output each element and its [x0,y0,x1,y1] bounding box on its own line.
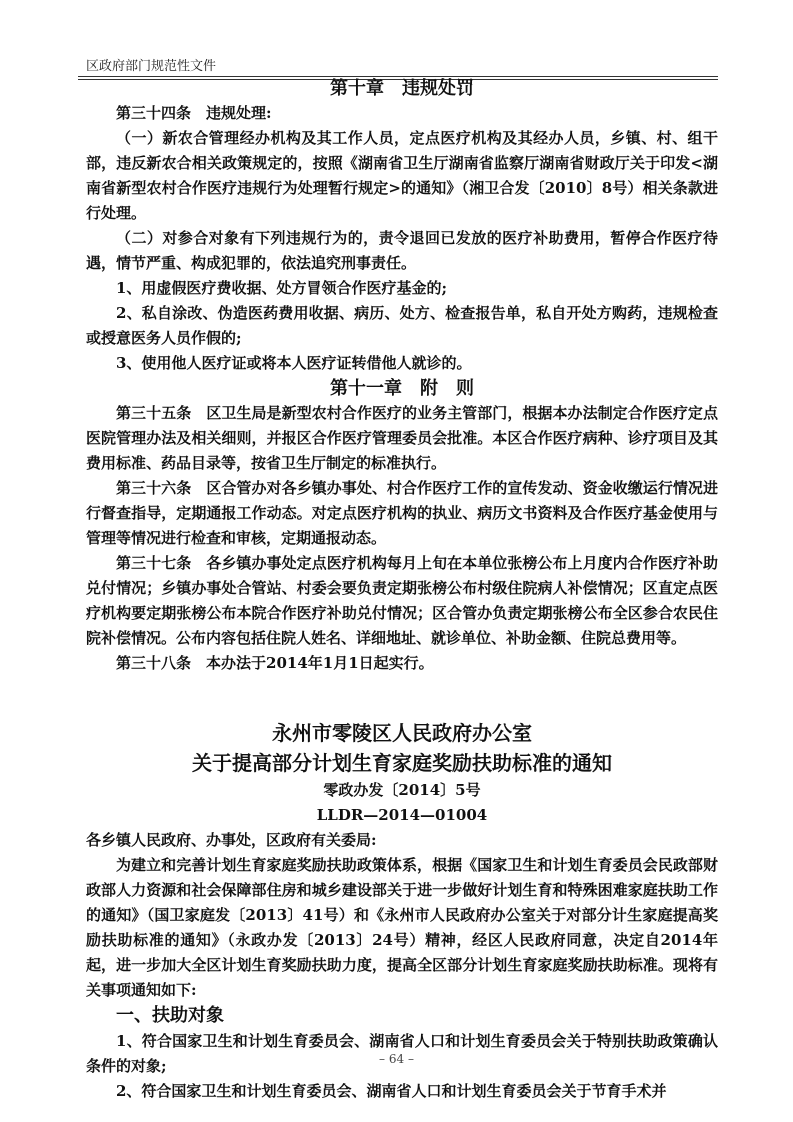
section-heading: 一、扶助对象 [116,1005,224,1026]
running-header: 区政府部门规范性文件 [86,59,217,74]
article-36-label: 第三十六条 [116,479,192,497]
chapter-10-title: 第十章 违规处罚 [330,78,474,99]
article-34 [86,101,718,126]
list-item: 1、用虚假医疗费收据、处方冒领合作医疗基金的; [116,279,447,297]
article-37-label: 第三十七条 [116,554,192,572]
notice-title: 关于提高部分计划生育家庭奖励扶助标准的通知 [192,751,612,775]
notice-issuer: 永州市零陵区人民政府办公室 [272,721,532,745]
article-35-label: 第三十五条 [116,404,192,422]
list-item: 2、私自涂改、伪造医药费用收据、病历、处方、检查报告单，私自开处方购药，违规检查或授意医务人员作假的; [86,304,718,347]
list-item: 3、使用他人医疗证或将本人医疗证转借他人就诊的。 [116,354,472,372]
list-item: 2、符合国家卫生和计划生育委员会、湖南省人口和计划生育委员会关于节育手术并 [116,1082,667,1100]
article-34-text: 违规处理: [206,104,272,122]
article-36 [86,476,718,551]
article-37 [86,551,718,651]
addressee: 各乡镇人民政府、办事处，区政府有关委局: [86,831,377,849]
article-35-text: 区卫生局是新型农村合作医疗的业务主管部门，根据本办法制定合作医疗定点医院管理办法及相关细则，并报区合作医疗管理委员会批准。本区合作医疗病种、诊疗项目及其费用标准、药品目录等，按省卫生厅制定的标准执行。 [86,404,718,472]
article-34-label: 第三十四条 [116,104,192,122]
page-content [86,76,718,1104]
registration-number: LLDR—2014—01004 [316,806,488,824]
list-item: 1、符合国家卫生和计划生育委员会、湖南省人口和计划生育委员会关于特别扶助政策确认条件的对象; [86,1032,718,1075]
article-35 [86,401,718,476]
paragraph: （二）对参合对象有下列违规行为的，责令退回已发放的医疗补助费用，暂停合作医疗待遇，情节严重、构成犯罪的，依法追究刑事责任。 [86,229,718,272]
article-36-text: 区合管办对各乡镇办事处、村合作医疗工作的宣传发动、资金收缴运行情况进行督查指导，定期通报工作动态。对定点医疗机构的执业、病历文书资料及合作医疗基金使用与管理等情况进行检查和审核，定期通报动态。 [86,479,718,547]
article-38 [86,651,718,676]
chapter-11-title: 第十一章 附 则 [330,378,474,399]
article-38-text: 本办法于2014年1月1日起实行。 [206,654,434,672]
article-37-text: 各乡镇办事处定点医疗机构每月上旬在本单位张榜公布上月度内合作医疗补助兑付情况；乡镇办事处合管站、村委会要负责定期张榜公布村级住院病人补偿情况；区直定点医疗机构要定期张榜公布本院合作医疗补助兑付情况；区合管办负责定期张榜公布全区参合农民住院补偿情况。公布内容包括住院人姓名、详细地址、就诊单位、补助金额、住院总费用等。 [86,554,718,647]
document-number: 零政办发〔2014〕5号 [323,781,481,799]
paragraph: （一）新农合管理经办机构及其工作人员，定点医疗机构及其经办人员，乡镇、村、组干部，违反新农合相关政策规定的，按照《湖南省卫生厅湖南省监察厅湖南省财政厅关于印发<湖南省新型农村合作医疗违规行为处理暂行规定>的通知》（湘卫合发〔2010〕8号）相关条款进行处理。 [86,129,718,222]
page-number: – 64 – [379,1052,414,1066]
notice-body: 为建立和完善计划生育家庭奖励扶助政策体系，根据《国家卫生和计划生育委员会民政部财政部人力资源和社会保障部住房和城乡建设部关于进一步做好计划生育和特殊困难家庭扶助工作的通知》（国卫家庭发〔2013〕41号）和《永州市人民政府办公室关于对部分计生家庭提高奖励扶助标准的通知》（永政办发〔2013〕24号）精神，经区人民政府同意，决定自2014年起，进一步加大全区计划生育奖励扶助力度，提高全区部分计划生育家庭奖励扶助标准。现将有关事项通知如下: [86,856,718,999]
article-38-label: 第三十八条 [116,654,192,672]
